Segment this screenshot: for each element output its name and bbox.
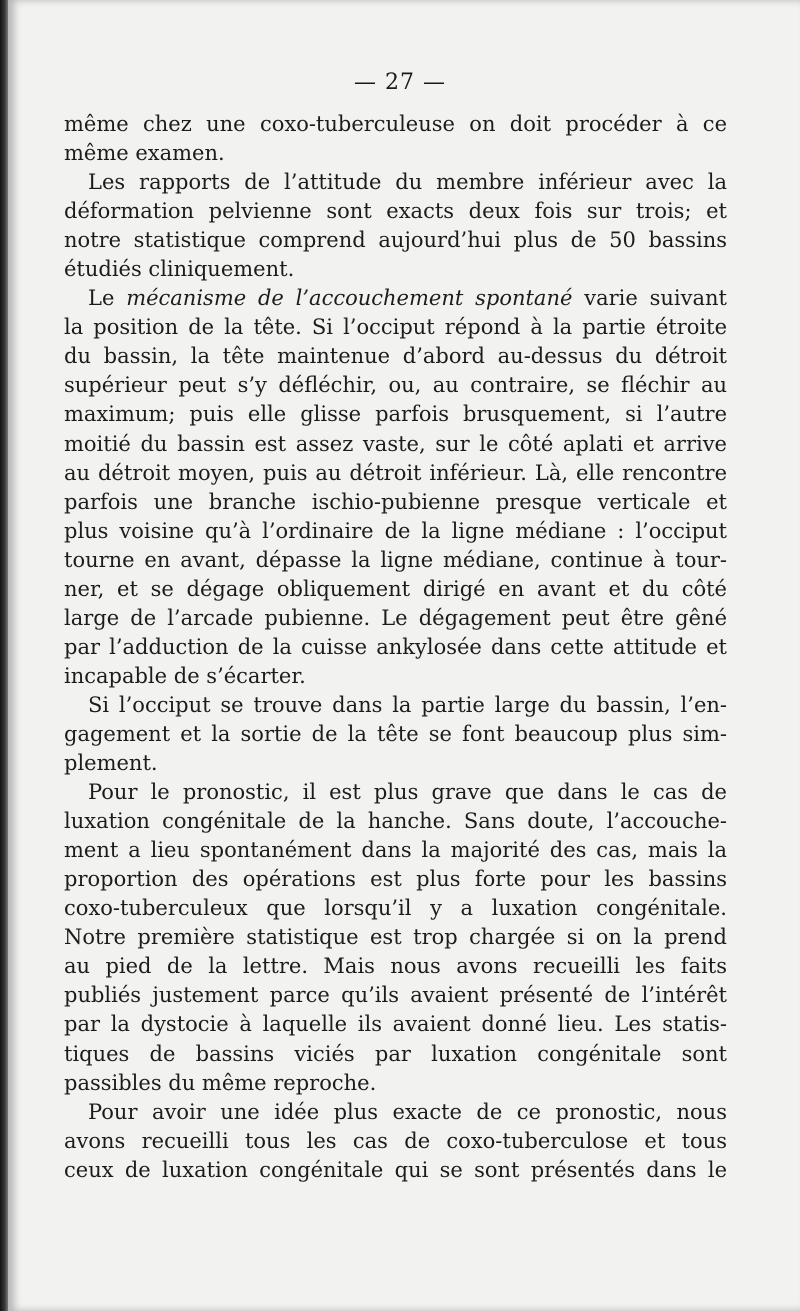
text-line: la position de la tête. Si l’occiput répond à la partie étroite [64,315,727,340]
text-line: étudiés cliniquement. [64,257,295,282]
text-line: Pour le pronostic, il est plus grave que dans le cas de [88,780,727,805]
text-line: publiés justement parce qu’ils avaient présenté de l’intérêt [64,983,727,1008]
text-line: plement. [64,751,158,776]
text-line: même examen. [64,141,225,166]
text-line: ner, et se dégage obliquement dirigé en avant et du côté [64,576,727,601]
text-line: par l’adduction de la cuisse ankylosée dans cette attitude et [64,634,727,659]
text-line: du bassin, la tête maintenue d’abord au-dessus du détroit [64,344,727,369]
text-line: Notre première statistique est trop chargée si on la prend [64,925,727,950]
text-line: large de l’arcade pubienne. Le dégagement peut être gêné [64,605,727,630]
text-line: Si l’occiput se trouve dans la partie large du bassin, l’en- [88,692,727,717]
text-line: luxation congénitale de la hanche. Sans doute, l’accouche- [64,809,727,834]
text-line: Pour avoir une idée plus exacte de ce pronostic, nous [88,1099,727,1124]
text-line: passibles du même reproche. [64,1070,377,1095]
body-text [64,110,727,1185]
text-segment: Le [88,286,127,311]
text-line: moitié du bassin est assez vaste, sur le côté aplati et arrive [64,431,727,456]
text-line: Les rapports de l’attitude du membre inférieur avec la [88,170,727,195]
text-line: tourne en avant, dépasse la ligne médiane, continue à tour- [64,547,727,572]
text-line: au pied de la lettre. Mais nous avons recueilli les faits [64,954,727,979]
text-line: ment a lieu spontanément dans la majorité des cas, mais la [64,838,727,863]
text-line: tiques de bassins viciés par luxation congénitale sont [64,1041,727,1066]
text-line [64,284,727,313]
text-line: gagement et la sortie de la tête se font beaucoup plus sim- [64,721,727,746]
text-line: supérieur peut s’y défléchir, ou, au contraire, se fléchir au [64,373,727,398]
italic-phrase: mécanisme de l’accouchement spontané [126,286,573,311]
text-line: notre statistique comprend aujourd’hui plus de 50 bassins [64,228,727,253]
text-line: plus voisine qu’à l’ordinaire de la ligne médiane : l’occiput [64,518,727,543]
text-line: ceux de luxation congénitale qui se sont présentés dans le [64,1157,727,1182]
text-line: maximum; puis elle glisse parfois brusquement, si l’autre [64,402,727,427]
page-edge-shadow [0,0,8,1311]
page-number: — 27 — [354,70,446,95]
text-line: par la dystocie à laquelle ils avaient donné lieu. Les statis- [64,1012,727,1037]
text-line: avons recueilli tous les cas de coxo-tuberculose et tous [64,1128,727,1153]
text-segment: varie suivant [572,286,727,311]
text-line: proportion des opérations est plus forte pour les bassins [64,867,727,892]
text-line: coxo-tuberculeux que lorsqu’il y a luxation congénitale. [64,896,727,921]
text-line: au détroit moyen, puis au détroit inférieur. Là, elle rencontre [64,460,727,485]
text-line: déformation pelvienne sont exacts deux fois sur trois; et [64,199,727,224]
text-line: parfois une branche ischio-pubienne presque verticale et [64,489,727,514]
text-line: incapable de s’écarter. [64,663,306,688]
text-line: même chez une coxo-tuberculeuse on doit procéder à ce [64,112,727,136]
